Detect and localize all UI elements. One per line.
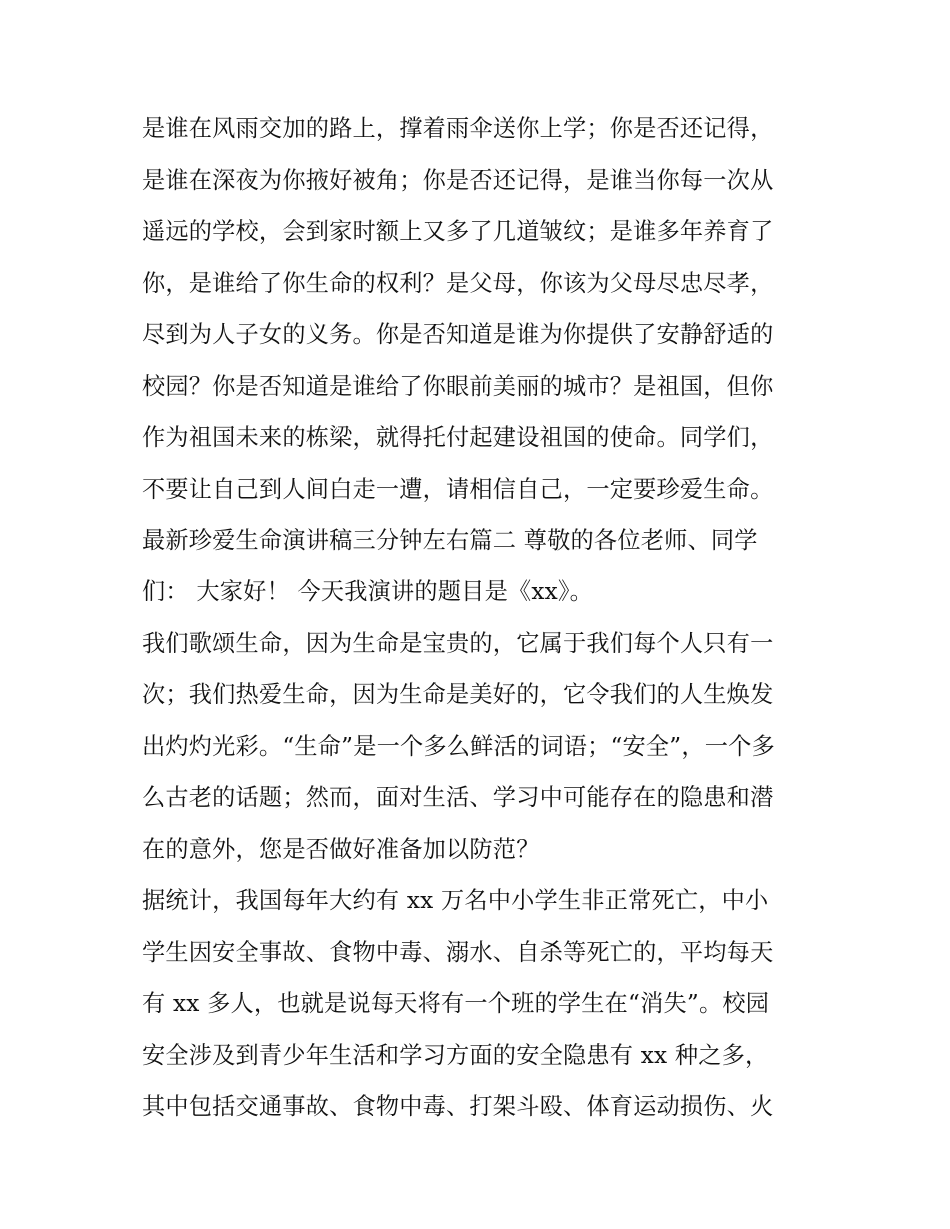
text-line-20: 其中包括交通事故、食物中毒、打架斗殴、体育运动损伤、火: [142, 1093, 774, 1120]
text-line-11: 我们歌颂生命，因为生命是宝贵的，它属于我们每个人只有一: [142, 630, 774, 657]
text-line-5: 尽到为人子女的义务。你是否知道是谁为你提供了安静舒适的: [142, 321, 774, 348]
text-line-6: 校园？你是否知道是谁给了你眼前美丽的城市？是祖国，但你: [142, 373, 774, 400]
section-heading-line: 最新珍爱生命演讲稿三分钟左右篇二 尊敬的各位老师、同学: [142, 527, 758, 554]
text-line-18: 有 xx 多人，也就是说每天将有一个班的学生在“消失”。校园: [142, 990, 770, 1017]
text-line-14: 么古老的话题；然而，面对生活、学习中可能存在的隐患和潜: [142, 784, 774, 811]
text-line-3: 遥远的学校，会到家时额上又多了几道皱纹；是谁多年养育了: [142, 218, 774, 245]
text-line-19: 安全涉及到青少年生活和学习方面的安全隐患有 xx 种之多，: [142, 1042, 769, 1069]
text-line-16: 据统计，我国每年大约有 xx 万名中小学生非正常死亡，中小: [142, 887, 769, 914]
text-line-7: 作为祖国未来的栋梁，就得托付起建设祖国的使命。同学们，: [142, 424, 774, 451]
text-line-17: 学生因安全事故、食物中毒、溺水、自杀等死亡的，平均每天: [142, 939, 774, 966]
text-line-10: 们： 大家好！ 今天我演讲的题目是《xx》。: [142, 578, 594, 605]
text-line-8: 不要让自己到人间白走一遭，请相信自己，一定要珍爱生命。: [142, 476, 774, 503]
text-line-13: 出灼灼光彩。“生命”是一个多么鲜活的词语；“安全”，一个多: [142, 733, 775, 760]
text-line-2: 是谁在深夜为你掖好被角；你是否还记得，是谁当你每一次从: [142, 167, 774, 194]
text-line-1: 是谁在风雨交加的路上，撑着雨伞送你上学；你是否还记得，: [142, 115, 774, 142]
text-line-15: 在的意外，您是否做好准备加以防范？: [142, 836, 540, 863]
text-line-4: 你，是谁给了你生命的权利？是父母，你该为父母尽忠尽孝，: [142, 270, 774, 297]
text-line-12: 次；我们热爱生命，因为生命是美好的，它令我们的人生焕发: [142, 681, 774, 708]
